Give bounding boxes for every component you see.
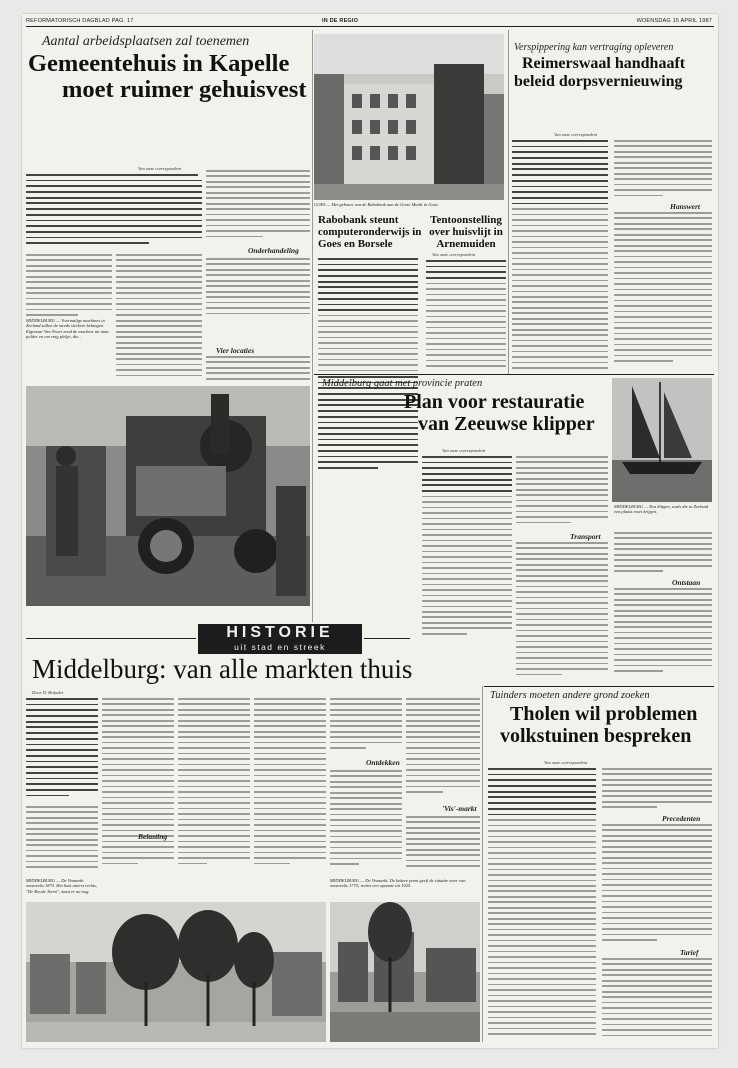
reimerswaal-subhead-hanswert: Hanswert	[670, 202, 701, 211]
historie-body-col1	[26, 806, 98, 874]
historie-body-col5	[330, 698, 402, 756]
historie-street-photo	[330, 902, 480, 1042]
rabobank-body	[318, 258, 418, 374]
historie-subhead-belasting: Belasting	[138, 832, 168, 841]
klipper-top-rule	[314, 374, 714, 375]
tholen-byline: Van onze correspondent	[544, 760, 588, 765]
historie-body-col6	[406, 698, 480, 802]
tholen-body-col2b	[602, 824, 712, 946]
klipper-ship-photo	[612, 378, 712, 502]
kapelle-body-col2	[116, 254, 202, 320]
column-divider-1	[312, 30, 313, 622]
historie-rule-left	[26, 638, 196, 639]
kapelle-headline-2: moet ruimer gehuisvest	[62, 76, 307, 103]
klipper-body-col2b	[516, 542, 608, 682]
historie-label: HISTORIE	[226, 624, 334, 641]
historie-lead	[26, 698, 98, 802]
klipper-subhead-transport: Transport	[570, 532, 601, 541]
ship-image	[612, 378, 712, 502]
historie-body-col2	[102, 698, 174, 874]
newspaper-page	[22, 14, 718, 1048]
street-image	[330, 902, 480, 1042]
rabobank-headline: Rabobank steunt computeronderwijs in Goes en Borsele	[318, 214, 422, 250]
reimerswaal-headline-1: Reimerswaal handhaaft	[522, 55, 686, 72]
column-divider-3	[482, 686, 483, 1042]
historie-caption-1: MIDDELBURG — De Vismarkt omstreeks 1875. Het huis uiterst rechts, "De Roode Toren", staat er nu nog.	[26, 878, 98, 894]
tholen-body-col2	[602, 768, 712, 812]
page-header-left: REFORMATORISCH DAGBLAD PAG. 17	[26, 18, 134, 24]
tholen-body-col1	[488, 768, 596, 1042]
kapelle-subhead-locaties: Vier locaties	[216, 346, 255, 355]
klipper-photo-caption: MIDDELBURG — Een klipper, zoals die in Zeeland een plaats moet krijgen.	[614, 504, 708, 515]
historie-subhead-ontdekken: Ontdekken	[366, 758, 400, 767]
reimerswaal-body-col1	[512, 140, 608, 372]
arnemuiden-body	[426, 260, 506, 370]
reimerswaal-body-col2	[614, 140, 712, 200]
header-rule	[26, 26, 714, 27]
reimerswaal-body-col2b	[614, 212, 712, 372]
tholen-headline-2: volkstuinen bespreken	[500, 725, 692, 747]
kapelle-body-col3c	[206, 356, 310, 384]
market-square-image	[26, 902, 326, 1042]
klipper-kicker: Middelburg gaat met provincie praten	[322, 378, 483, 389]
reimerswaal-kicker: Verspippering kan vertraging opleveren	[514, 42, 674, 53]
klipper-headline-1: Plan voor restauratie	[404, 391, 585, 413]
kapelle-machine-photo	[26, 386, 310, 606]
historie-market-photo	[26, 902, 326, 1042]
historie-rule-right	[364, 638, 410, 639]
reimerswaal-byline: Van onze correspondent	[554, 132, 598, 137]
rabobank-building-photo	[314, 34, 504, 200]
kapelle-kicker: Aantal arbeidsplaatsen zal toenemen	[42, 34, 250, 49]
page-header-right: WOENSDAG 15 APRIL 1987	[636, 18, 712, 24]
kapelle-body-col3b	[206, 258, 310, 320]
column-divider-2	[508, 30, 509, 374]
tholen-top-rule	[484, 686, 714, 687]
tholen-kicker: Tuinders moeten andere grond zoeken	[490, 690, 650, 701]
rabobank-body-2	[318, 376, 418, 476]
tholen-body-col2c	[602, 958, 712, 1042]
historie-body-col5b	[330, 770, 402, 874]
historie-sub: uit stad en streek	[234, 642, 326, 652]
arnemuiden-headline: Tentoonstelling over huisvlijt in Arnemuiden	[429, 214, 503, 250]
kapelle-lead-text	[26, 174, 202, 252]
klipper-headline-2: van Zeeuwse klipper	[418, 413, 595, 435]
klipper-body-col2	[516, 456, 608, 530]
kapelle-headline-1: Gemeentehuis in Kapelle	[28, 50, 290, 77]
historie-byline: Door D. Brijnder	[32, 690, 64, 695]
arnemuiden-byline: Van onze correspondent	[432, 252, 476, 257]
klipper-subhead-ontstaan: Ontstaan	[672, 578, 701, 587]
kapelle-body-col1	[26, 254, 112, 320]
historie-body-col3	[178, 698, 250, 874]
historie-caption-2: MIDDELBURG — De Vismarkt. De bekere prent geeft de situatie weer van omstreeks 1775; rechts een opname uit 1925.	[330, 878, 466, 889]
building-image	[314, 34, 504, 200]
steam-machine-image	[26, 386, 310, 606]
klipper-body-col3	[614, 532, 712, 576]
reimerswaal-headline-2: beleid dorpsvernieuwing	[514, 73, 683, 90]
page-header-center: IN DE REGIO	[322, 18, 359, 24]
tholen-headline-1: Tholen wil problemen	[510, 703, 698, 725]
historie-body-col4	[254, 698, 326, 874]
kapelle-body-col2b	[116, 320, 202, 384]
tholen-subhead-tarief: Tarief	[680, 948, 699, 957]
historie-subhead-vismarkt: 'Vis'-markt	[442, 804, 477, 813]
klipper-body-col3b	[614, 588, 712, 682]
tholen-subhead-precedenten: Precedenten	[662, 814, 701, 823]
klipper-byline: Van onze correspondent	[442, 448, 486, 453]
kapelle-body-col3	[206, 170, 310, 244]
kapelle-byline: Van onze correspondent	[138, 166, 182, 171]
historie-headline: Middelburg: van alle markten thuis	[32, 654, 413, 684]
rabobank-caption: GOES — Het gebouw van de Rabobank aan de Grote Markt in Goes.	[314, 202, 439, 207]
klipper-body-col1	[422, 456, 512, 638]
historie-banner	[198, 624, 362, 654]
kapelle-photo-caption: MIDDELBURG — Voormalige machines in Zeeland zullen de steeds sterkere belangen. Eigenaar Van Noort zond de machine uit naar polder en om enig plekje, die...	[26, 318, 110, 340]
historie-body-col6b	[406, 816, 480, 874]
kapelle-subhead-onderhandeling: Onderhandeling	[248, 246, 299, 255]
